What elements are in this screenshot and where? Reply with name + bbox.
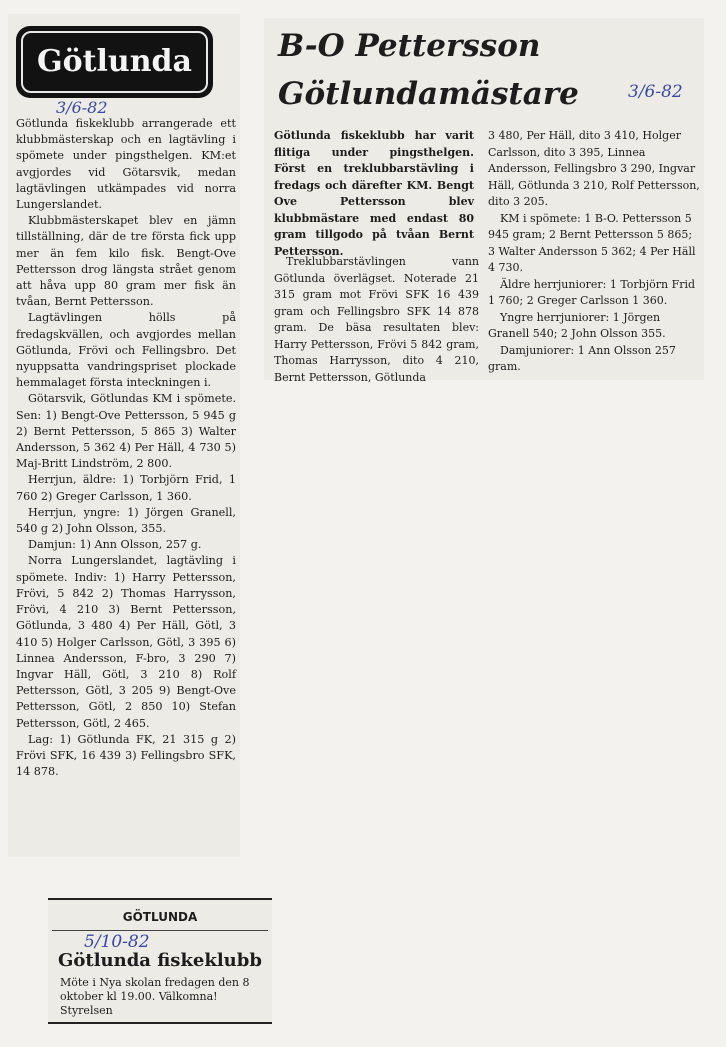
handwritten-date: 5/10-82 [84, 932, 150, 952]
handwritten-date: 3/6-82 [56, 98, 108, 117]
headline-line-2: Götlundamästare [278, 76, 579, 112]
paragraph-herrjun-older: Herrjun, äldre: 1) Torbjörn Frid, 1 760 2) Greger Carlsson, 1 360. [16, 473, 236, 503]
paragraph-results-senior: Götarsvik, Götlundas KM i spömete. Sen: 1) Bengt-Ove Pettersson, 5 945 g 2) Bernt Pettersson, 5 865 3) Walter Andersson, 5 362 4) Per Häll, 4 730 5) Maj-Britt Lindström, 2 800. [16, 392, 236, 471]
paragraph-younger-juniors: Yngre herrjuniorer: 1 Jörgen Granell 540; 2 John Olsson 355. [488, 310, 666, 340]
paragraph-continued: 3 480, Per Häll, dito 3 410, Holger Carlsson, dito 3 395, Linnea Andersson, Fellingsbro 3 290, Ingvar Häll, Götlunda 3 210, Rolf Pettersson, dito 3 205. [488, 129, 700, 208]
article-body [16, 116, 236, 780]
paragraph-team-results: Lag: 1) Götlunda FK, 21 315 g 2) Frövi SFK, 16 439 3) Fellingsbro SFK, 14 878. [16, 732, 236, 779]
gotlunda-logo [16, 26, 213, 98]
column-left [274, 254, 479, 386]
column-right [488, 128, 700, 376]
paragraph-km: Klubbmästerskapet blev en jämn tillställning, där de tre första fick upp mer än fem kilo fisk. Bengt-Ove Pettersson drog längsta strået genom att håva upp 80 gram mer fisk än tvåan, Bernt Pettersson. [16, 214, 236, 309]
paragraph-herrjun-younger: Herrjun, yngre: 1) Jörgen Granell, 540 g 2) John Olsson, 355. [16, 505, 236, 536]
paragraph-km-results: KM i spömete: 1 B-O. Pettersson 5 945 gram; 2 Bernt Pettersson 5 865; 3 Walter Andersson 5 362; 4 Per Häll 4 730. [488, 211, 696, 274]
handwritten-date: 3/6-82 [628, 82, 683, 102]
paragraph-damjun: Damjun: 1) Ann Olsson, 257 g. [28, 538, 202, 552]
paragraph-older-juniors: Äldre herrjuniorer: 1 Torbjörn Frid 1 760; 2 Greger Carlsson 1 360. [488, 277, 696, 307]
lead-paragraph: Götlunda fiskeklubb har varit flitiga under pingsthelgen. Först en treklubbarstävling i fredags och därefter KM. Bengt Ove Pettersson blev klubbmästare med endast 80 gram tillgodo på tvåan Bernt Pettersson. [274, 129, 474, 258]
headline [278, 22, 638, 118]
paragraph-team-individual: Norra Lungerslandet, lagtävling i spömete. Indiv: 1) Harry Pettersson, Frövi, 5 842 2) Thomas Harrysson, Frövi, 4 210 3) Bernt Pettersson, Götlunda, 3 480 4) Per Häll, Götl, 3 410 5) Holger Carlsson, Götl, 3 395 6) Linnea Andersson, F-bro, 3 290 7) Ingvar Häll, Götl, 3 210 8) Rolf Pettersson, Götl, 3 205 9) Bengt-Ove Pettersson, Götl, 2 850 10) Stefan Pettersson, Götl, 2 465. [16, 554, 236, 730]
paragraph-team: Lagtävlingen hölls på fredagskvällen, och avgjordes mellan Götlunda, Frövi och Fellingsbro. Det nyuppsatta vandringspriset plockade hemmalaget första inteckningen i. [16, 311, 236, 390]
headline-line-1: B-O Pettersson [278, 28, 541, 64]
divider [52, 930, 268, 931]
section-title: GÖTLUNDA [122, 910, 198, 924]
club-name: Götlunda fiskeklubb [58, 950, 262, 971]
paragraph-treklubbar: Treklubbarstävlingen vann Götlunda överlägset. Noterade 21 315 gram mot Frövi SFK 16 439 gram och Fellingsbro SFK 14 878 gram. De bäsa resultaten blev: Harry Pettersson, Frövi 5 842 gram, Thomas Harrysson, dito 4 210, Bernt Pettersson, Götlunda [274, 255, 479, 384]
paragraph-intro: Götlunda fiskeklubb arrangerade ett klubbmästerskap och en lagtävling i spömete under pingsthelgen. KM:et avgjordes vid Götarsvik, medan lagtävlingen utkämpades vid norra Lungerslandet. [16, 117, 236, 212]
notice-text: Möte i Nya skolan fredagen den 8 oktober kl 19.00. Välkomna! Styrelsen [60, 976, 250, 1017]
paragraph-damjuniors: Damjuniorer: 1 Ann Olsson 257 gram. [488, 343, 676, 373]
clipping-gotlunda-report [8, 14, 240, 857]
clipping-notice [48, 898, 272, 1024]
logo-text: Götlunda [21, 31, 208, 93]
clipping-bo-pettersson [264, 18, 704, 384]
